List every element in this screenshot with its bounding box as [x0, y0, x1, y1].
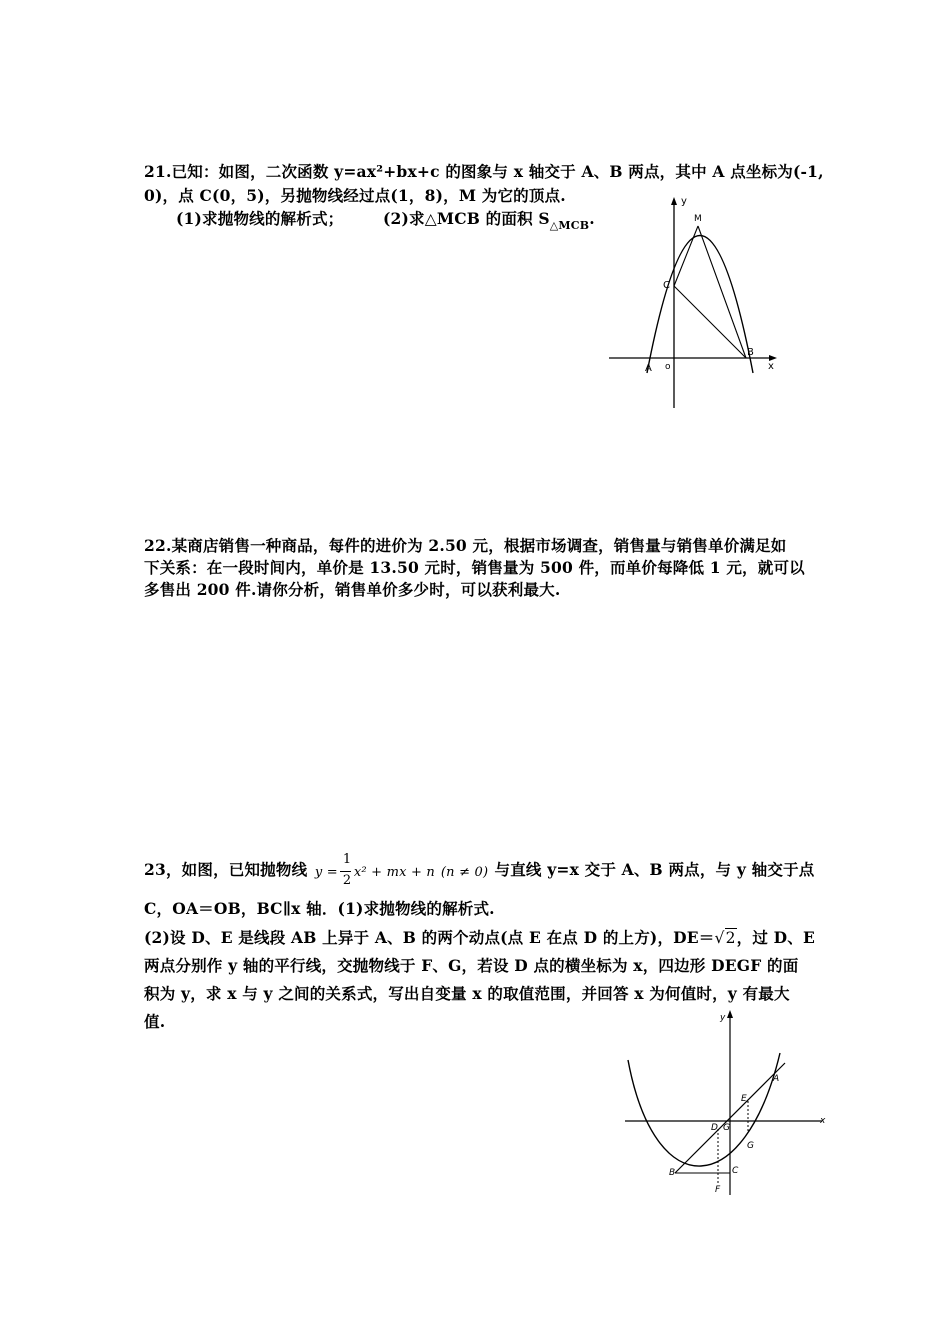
q23-line1-suffix: 与直线 y=x 交于 A、B 两点，与 y 轴交于点 — [494, 860, 815, 879]
q23-line3-prefix: (2)设 D、E 是线段 AB 上异于 A、B 的两个动点(点 E 在点 D 的上方)，DE＝ — [144, 928, 715, 947]
q23-label-d: D — [711, 1123, 718, 1133]
q21-part2 — [383, 207, 595, 232]
q21-label-y: y — [681, 196, 687, 207]
q23-label-f: F — [715, 1185, 721, 1195]
q23-label-g1: G — [723, 1123, 730, 1133]
q21-label-c: C — [663, 280, 670, 291]
q21-figure — [605, 193, 785, 413]
q23-formula-rest: x² + mx + n — [353, 865, 435, 880]
q23-line1-prefix: 23，如图，已知抛物线 — [144, 860, 308, 879]
q22-line1: 22.某商店销售一种商品，每件的进价为 2.50 元，根据市场调查，销售量与销售单价满足如 — [144, 536, 787, 555]
q23-label-c: C — [732, 1166, 739, 1176]
q23-formula — [313, 852, 489, 888]
q23-label-e: E — [741, 1094, 747, 1104]
q23-line2: C，OA＝OB，BC∥x 轴．(1)求抛物线的解析式. — [144, 899, 495, 918]
q23-label-y: y — [720, 1013, 726, 1023]
q21-line1: 21.已知：如图，二次函数 y=ax²+bx+c 的图象与 x 轴交于 A、B 两点，其中 A 点坐标为(-1, — [144, 162, 824, 181]
q21-label-b: B — [747, 347, 754, 358]
q23-line3-suffix: ，过 D、E — [736, 928, 816, 947]
q21-part1: (1)求抛物线的解析式； — [176, 209, 344, 228]
q23-formula-den: 2 — [342, 873, 352, 888]
q21-part2-end: . — [589, 209, 595, 228]
q23-formula-bar — [340, 871, 351, 872]
q23-label-b: B — [669, 1168, 676, 1178]
q21-part2-prefix: (2)求△MCB 的面积 S — [383, 209, 550, 228]
q23-figure — [620, 1005, 835, 1200]
q21-segment-cm — [674, 226, 698, 286]
q23-formula-cond: (n ≠ 0) — [440, 865, 489, 880]
q21-label-x: x — [768, 361, 774, 372]
q22-line3: 多售出 200 件.请你分析，销售单价多少时，可以获利最大. — [144, 580, 561, 599]
q23-sqrt-sign: √ — [714, 929, 725, 947]
q23-line5: 积为 y，求 x 与 y 之间的关系式，写出自变量 x 的取值范围，并回答 x 为何值时，y 有最大 — [144, 984, 790, 1003]
q23-line1 — [144, 852, 815, 888]
q23-sqrt-value: 2 — [725, 929, 736, 947]
q22-line2: 下关系：在一段时间内，单价是 13.50 元时，销售量为 500 件，而单价每降低 1 元，就可以 — [144, 558, 805, 577]
q23-formula-num: 1 — [342, 852, 352, 867]
q21-label-a: A — [645, 363, 652, 374]
q21-part2-sub: △MCB — [549, 219, 590, 232]
q21-line2: 0)，点 C(0，5)，另抛物线经过点(1，8)，M 为它的顶点. — [144, 186, 566, 205]
q23-line6: 值. — [144, 1012, 166, 1031]
q23-line3 — [144, 926, 815, 948]
q23-formula-y: y = — [314, 865, 338, 880]
q21-segment-mb — [698, 226, 746, 358]
q23-label-a: A — [773, 1074, 780, 1084]
q23-line4: 两点分别作 y 轴的平行线，交抛物线于 F、G，若设 D 点的横坐标为 x，四边形 DEGF 的面 — [144, 956, 799, 975]
q21-parabola — [647, 236, 753, 374]
q21-label-m: M — [694, 214, 702, 224]
q23-label-g2: G — [747, 1141, 754, 1151]
q23-label-x: x — [820, 1116, 826, 1126]
q21-label-o: o — [665, 362, 671, 372]
q23-parabola — [628, 1053, 780, 1166]
